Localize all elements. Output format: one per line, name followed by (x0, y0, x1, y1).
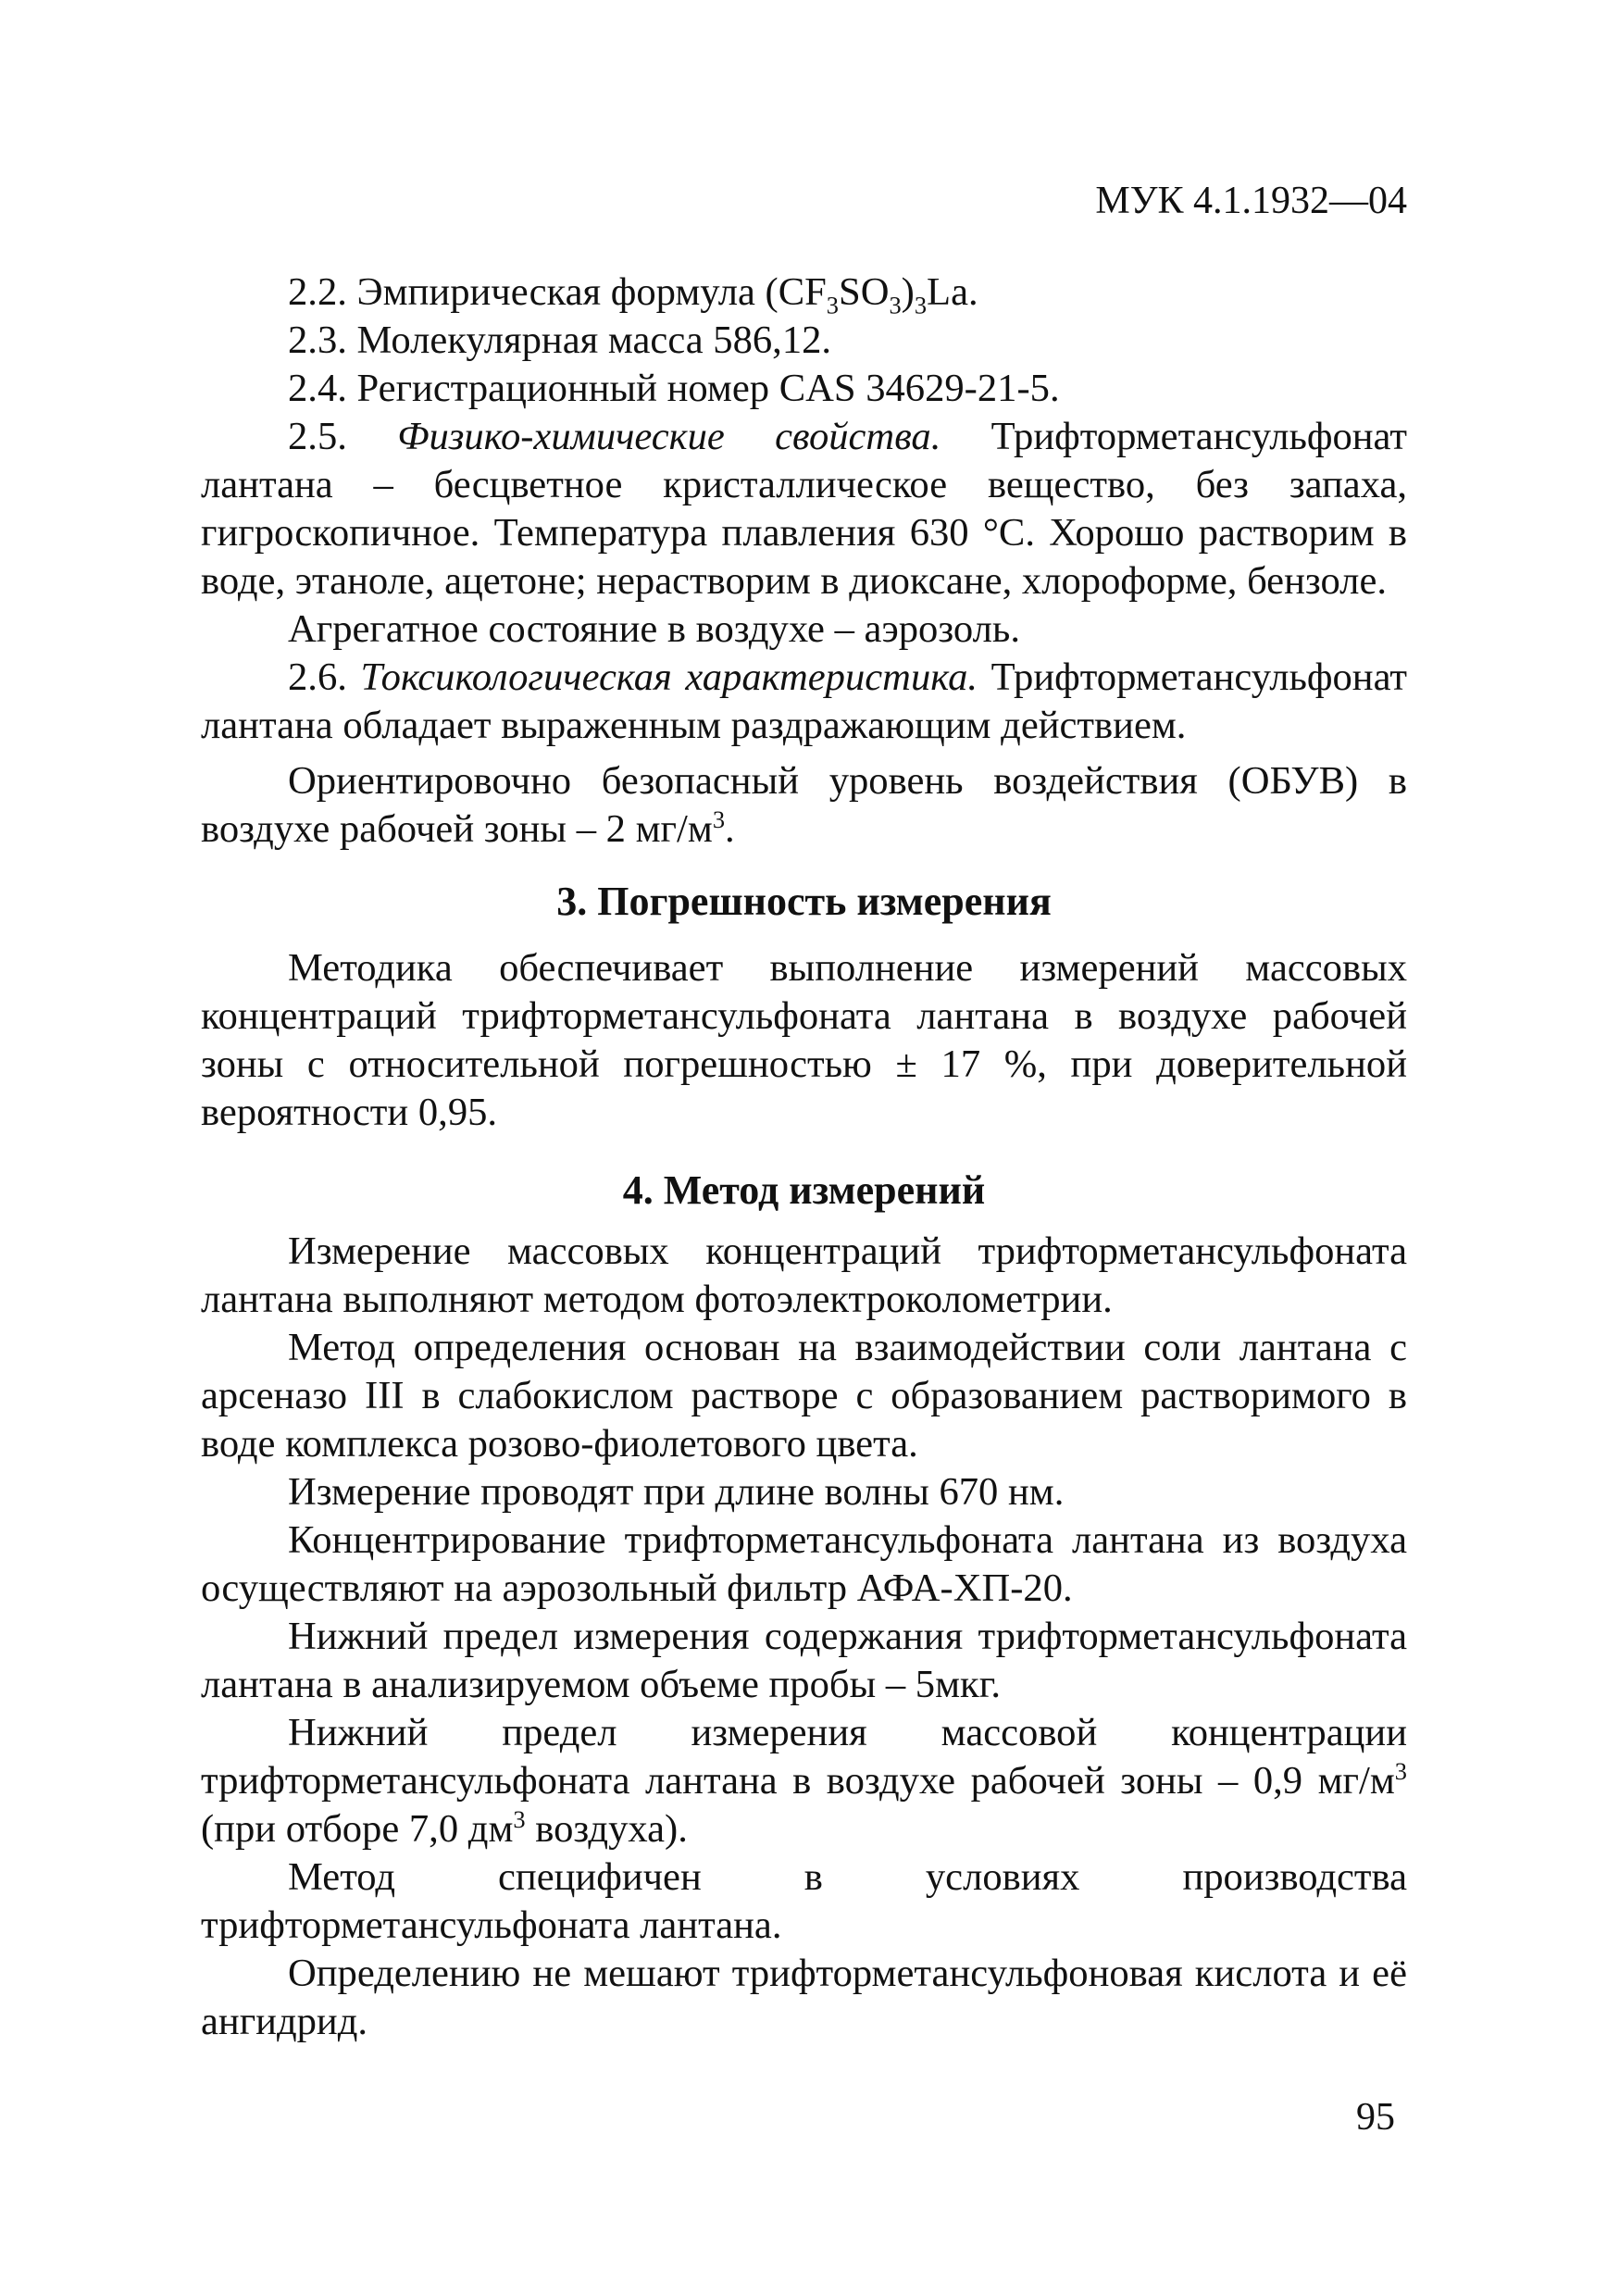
paragraph-2-6: 2.6. Токсикологическая характеристика. Трифторметансульфонат лантана обладает выраженным раздражающим действием. (201, 655, 1407, 747)
paragraph-4-3: Измерение проводят при длине волны 670 нм. (288, 1470, 1065, 1514)
paragraph-4-2: Метод определения основан на взаимодействии соли лантана с арсеназо III в слабокислом растворе с образованием растворимого в воде комплекса розово-фиолетового цвета. (201, 1326, 1407, 1466)
paragraph-2-4: 2.4. Регистрационный номер CAS 34629-21-5. (288, 367, 1060, 410)
paragraph-2-5: 2.5. Физико-химические свойства. Трифторметансульфонат лантана – бесцветное кристаллическое вещество, без запаха, гигроскопичное. Температура плавления 630 °С. Хорошо растворим в воде, этаноле, ацетоне; нерастворим в диоксане, хлороформе, бензоле. (201, 415, 1407, 603)
paragraph-2-5-title: Физико-химические свойства. (397, 415, 941, 458)
paragraph-4-4: Концентрирование трифторметансульфоната лантана из воздуха осуществляют на аэрозольный фильтр АФА-ХП-20. (201, 1518, 1407, 1610)
paragraph-4-1: Измерение массовых концентраций трифторметансульфоната лантана выполняют методом фотоэлектроколометрии. (201, 1229, 1407, 1321)
paragraph-4-6: Нижний предел измерения массовой концентрации трифторметансульфоната лантана в воздухе рабочей зоны – 0,9 $мг/м^3$ (при отборе 7,0 $дм^3$ воздуха). (201, 1711, 1407, 1851)
paragraph-2-6-title: Токсикологическая характеристика. (360, 655, 978, 699)
paragraph-2-3: 2.3. Молекулярная масса 586,12. (288, 318, 832, 362)
paragraph-obuv: Ориентировочно безопасный уровень воздействия (ОБУВ) в воздухе рабочей зоны – 2 $мг/м^3$. (201, 759, 1407, 851)
paragraph-3-1: Методика обеспечивает выполнение измерений массовых концентраций трифторметансульфоната лантана в воздухе рабочей зоны с относительной погрешностью ± 17 %, при доверительной вероятности 0,95. (201, 946, 1407, 1134)
paragraph-4-7: Метод специфичен в условиях производства трифторметансульфоната лантана. (201, 1855, 1407, 1947)
section-4-heading: 4. Метод измерений (622, 1167, 986, 1213)
page-number: 95 (1356, 2096, 1395, 2139)
paragraph-4-5: Нижний предел измерения содержания трифторметансульфоната лантана в анализируемом объеме пробы – 5мкг. (201, 1615, 1407, 1706)
section-3-heading: 3. Погрешность измерения (556, 879, 1052, 924)
page-body (201, 268, 1407, 2046)
paragraph-2-2: 2.2. Эмпирическая формула $(CF_3SO_3)_3La$. (288, 270, 978, 319)
document-code: МУК 4.1.1932—04 (1095, 180, 1407, 222)
paragraph-aggregate-state: Агрегатное состояние в воздухе – аэрозоль. (288, 607, 1020, 651)
paragraph-4-8: Определению не мешают трифторметансульфоновая кислота и её ангидрид. (201, 1952, 1407, 2043)
